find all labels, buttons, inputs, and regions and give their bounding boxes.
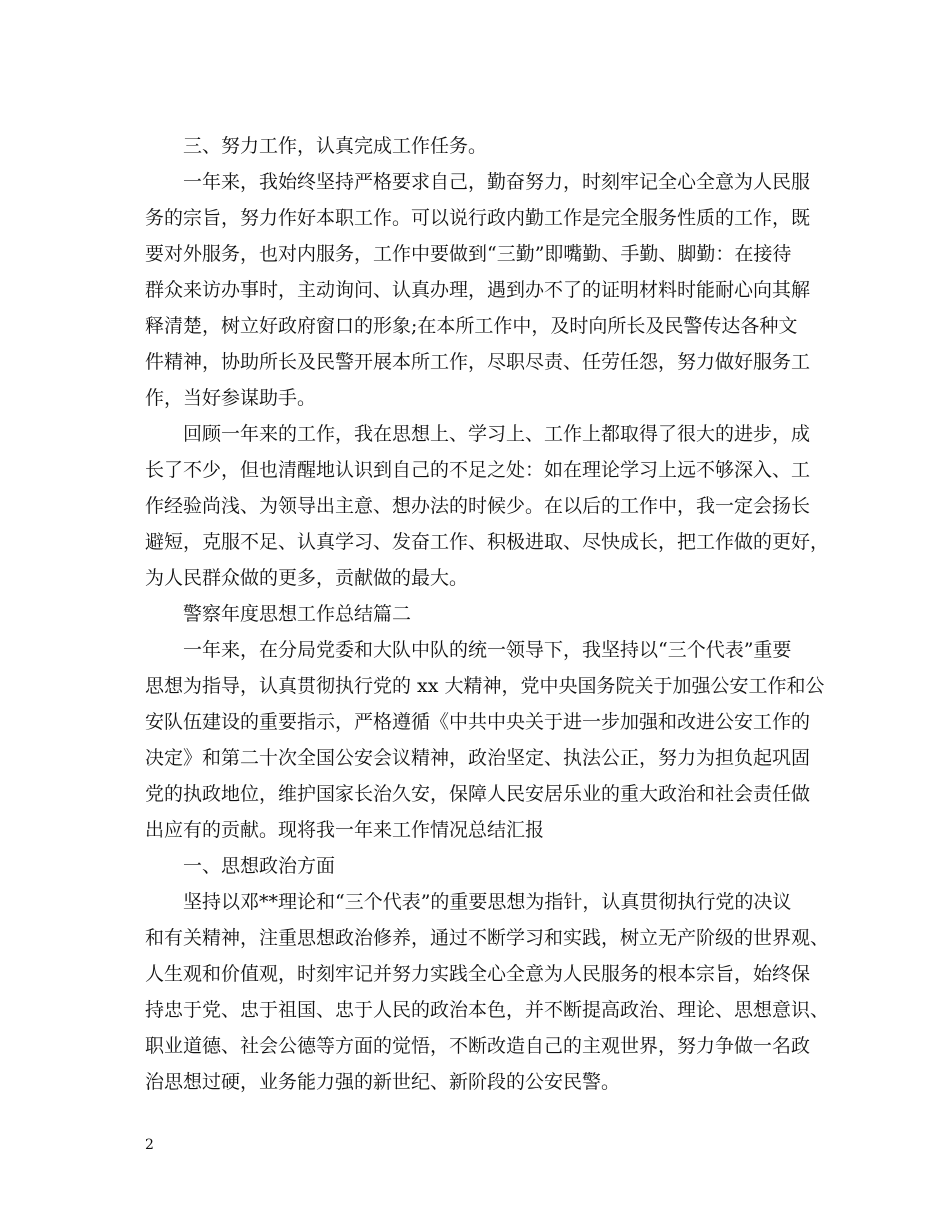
text-line: 务的宗旨，努力作好本职工作。可以说行政内勤工作是完全服务性质的工作，既 bbox=[145, 207, 811, 229]
text-line: 要对外服务，也对内服务，工作中要做到“三勤”即嘴勤、手勤、脚勤：在接待 bbox=[145, 243, 792, 265]
text-line: 避短，克服不足、认真学习、发奋工作、积极进取、尽快成长，把工作做的更好， bbox=[145, 531, 830, 553]
text-line: 为人民群众做的更多，贡献做的最大。 bbox=[145, 567, 469, 589]
text-line: 释清楚，树立好政府窗口的形象;在本所工作中，及时向所长及民警传达各种文 bbox=[145, 315, 798, 337]
text-line: 长了不少，但也清醒地认识到自己的不足之处：如在理论学习上远不够深入、工 bbox=[145, 459, 811, 481]
text-line: 治思想过硬，业务能力强的新世纪、新阶段的公安民警。 bbox=[145, 1071, 621, 1093]
text-line: 决定》和第二十次全国公安会议精神，政治坚定、执法公正，努力为担负起巩固 bbox=[145, 747, 811, 769]
text-line: 回顾一年来的工作，我在思想上、学习上、工作上都取得了很大的进步，成 bbox=[183, 423, 811, 445]
text-line: 作经验尚浅、为领导出主意、想办法的时候少。在以后的工作中，我一定会扬长 bbox=[145, 495, 811, 517]
text-line: 一年来，我始终坚持严格要求自己，勤奋努力，时刻牢记全心全意为人民服 bbox=[183, 171, 811, 193]
text-line: 坚持以邓**理论和“三个代表”的重要思想为指针，认真贯彻执行党的决议 bbox=[183, 891, 792, 913]
text-line: 警察年度思想工作总结篇二 bbox=[183, 603, 412, 625]
page-number: 2 bbox=[145, 1137, 154, 1153]
text-line: 思想为指导，认真贯彻执行党的 xx 大精神，党中央国务院关于加强公安工作和公 bbox=[145, 675, 825, 697]
text-line: 一、思想政治方面 bbox=[183, 855, 336, 877]
text-line: 一年来，在分局党委和大队中队的统一领导下，我坚持以“三个代表”重要 bbox=[183, 639, 792, 661]
text-line: 党的执政地位，维护国家长治久安，保障人民安居乐业的重大政治和社会责任做 bbox=[145, 783, 811, 805]
document-body bbox=[145, 128, 830, 1100]
text-line: 人生观和价值观，时刻牢记并努力实践全心全意为人民服务的根本宗旨，始终保 bbox=[145, 963, 811, 985]
text-line: 作，当好参谋助手。 bbox=[145, 387, 317, 409]
text-line: 群众来访办事时，主动询问、认真办理，遇到办不了的证明材料时能耐心向其解 bbox=[145, 279, 811, 301]
text-line: 职业道德、社会公德等方面的觉悟，不断改造自己的主观世界，努力争做一名政 bbox=[145, 1035, 811, 1057]
text-line: 出应有的贡献。现将我一年来工作情况总结汇报 bbox=[145, 819, 545, 841]
text-line: 安队伍建设的重要指示，严格遵循《中共中央关于进一步加强和改进公安工作的 bbox=[145, 711, 811, 733]
text-line: 和有关精神，注重思想政治修养，通过不断学习和实践，树立无产阶级的世界观、 bbox=[145, 927, 830, 949]
text-line: 件精神，协助所长及民警开展本所工作，尽职尽责、任劳任怨，努力做好服务工 bbox=[145, 351, 811, 373]
text-line: 持忠于党、忠于祖国、忠于人民的政治本色，并不断提高政治、理论、思想意识、 bbox=[145, 999, 830, 1021]
text-line: 三、努力工作，认真完成工作任务。 bbox=[183, 135, 488, 157]
